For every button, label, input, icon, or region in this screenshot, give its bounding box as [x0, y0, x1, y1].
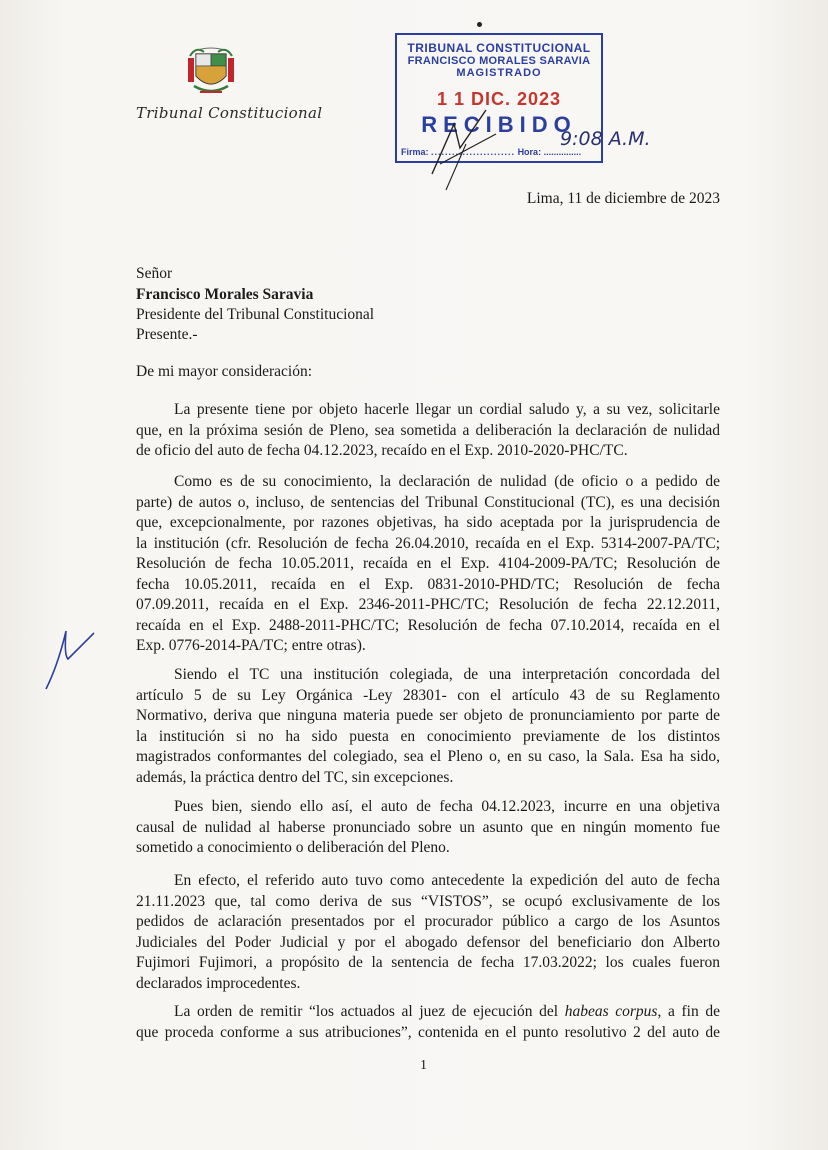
paragraph-line: pedidos de aclaración presentados por el procurador público a cargo de los Asuntos: [136, 913, 720, 930]
paragraph-line: sometido a conocimiento o deliberación del Pleno.: [136, 839, 450, 856]
paragraph-3: [136, 665, 720, 788]
institution-name: Tribunal Constitucional: [136, 104, 323, 122]
paragraph-line: En efecto, el referido auto tuvo como antecedente la expedición del auto de fecha: [174, 872, 720, 889]
paragraph-2: [136, 472, 720, 657]
paragraph-5: [136, 871, 720, 994]
stamp-line-institution: TRIBUNAL CONSTITUCIONAL: [407, 41, 591, 55]
stamp-line-title: MAGISTRADO: [456, 67, 542, 79]
paragraph-line: Pues bien, siendo ello así, el auto de fecha 04.12.2023, incurre en una objetiva: [174, 798, 720, 815]
paragraph-line: Exp. 0776-2014-PA/TC; entre otras).: [136, 637, 366, 654]
ink-dot: [477, 22, 482, 27]
paragraph-line: Siendo el TC una institución colegiada, de una interpretación concordada del: [174, 666, 720, 683]
paragraph-line: Como es de su conocimiento, la declaración de nulidad (de oficio o a pedido de: [174, 473, 720, 490]
paragraph-line: artículo 5 de su Ley Orgánica -Ley 28301- con el artículo 43 de su Reglamento: [136, 686, 720, 704]
paragraph-1: [136, 400, 720, 462]
coat-of-arms-logo-icon: [186, 42, 236, 100]
paragraph-line: Normativo, deriva que ninguna materia puede ser objeto de pronunciamiento por parte de: [136, 707, 720, 724]
recipient-title: Presidente del Tribunal Constitucional: [136, 306, 375, 323]
paragraph-line: Judiciales del Poder Judicial y por el abogado defensor del beneficiario don Alberto: [136, 933, 720, 951]
paragraph-line: La presente tiene por objeto hacerle llegar un cordial saludo y, a su vez, solicitarle: [174, 401, 720, 418]
paragraph-line: la institución si no ha sido puesta en conocimiento previamente de los distintos: [136, 727, 720, 745]
paragraph-line: que, excepcionalmente, por razones objetivas, ha sido aceptada por la jurisprudencia de: [136, 514, 720, 531]
page-number: 1: [420, 1058, 427, 1073]
stamp-firma-label: Firma:: [401, 147, 429, 157]
salutation: Señor: [136, 265, 173, 282]
paragraph-line: parte) de autos o, incluso, de sentencias del Tribunal Constitucional (TC), es una decisión: [136, 493, 720, 511]
paragraph-6: [136, 1002, 720, 1043]
greeting: De mi mayor consideración:: [136, 363, 313, 380]
paragraph-line: declarados improcedentes.: [136, 974, 301, 992]
paragraph-line: además, la práctica dentro del TC, sin excepciones.: [136, 768, 454, 786]
paragraph-line: de oficio del auto de fecha 04.12.2023, recaído en el Exp. 2010-2020-PHC/TC.: [136, 442, 628, 459]
paragraph-line: magistrados conformantes del colegiado, sea el Pleno o, en su caso, la Sala. Esa ha sido,: [136, 748, 720, 765]
last-paragraph-part-a: La orden de remitir “los actuados al juez de ejecución del: [174, 1003, 565, 1020]
stamp-signature-row: Firma: ........................ Hora: ...............: [401, 147, 582, 157]
last-paragraph-part-c: , a fin de: [657, 1003, 721, 1020]
paragraph-line: causal de nulidad al haberse pronunciado sobre un asunto que en ningún momento fue: [136, 818, 720, 836]
paragraph-line: recaída en el Exp. 2488-2011-PHC/TC; Resolución de fecha 07.10.2014, recaída en el: [136, 616, 720, 634]
place-date: Lima, 11 de diciembre de 2023: [526, 190, 720, 207]
paragraph-line: 21.11.2023 que, tal como deriva de sus “VISTOS”, se ocupó exclusivamente de los: [136, 892, 720, 910]
paragraph-4: [136, 797, 720, 859]
paragraph-line: 07.09.2011, recaída en el Exp. 2346-2011-PHC/TC; Resolución de fecha 22.12.2011,: [136, 596, 720, 613]
stamp-signature-icon: [426, 104, 506, 194]
recipient-presente: Presente.-: [136, 326, 198, 343]
paragraph-line: que, en la próxima sesión de Pleno, sea sometida a deliberación la declaración de nulidad: [136, 421, 720, 439]
margin-initial-icon: [40, 625, 100, 695]
paragraph-line: la institución (cfr. Resolución de fecha 26.04.2010, recaída en el Exp. 5314-2007-PA/TC;: [136, 534, 720, 552]
recipient-name: Francisco Morales Saravia: [136, 286, 314, 303]
paragraph-line: que proceda conforme a sus atribuciones”, contenida en el punto resolutivo 2 del auto de: [136, 1023, 720, 1041]
handwritten-time: 9:08 A.M.: [560, 128, 651, 150]
stamp-hora-label: Hora:: [517, 147, 542, 157]
last-paragraph-habeas-corpus: habeas corpus: [564, 1003, 658, 1020]
stamp-received: RECIBIDO: [421, 112, 577, 137]
paragraph-line: Resolución de fecha 10.05.2011, recaída en el Exp. 4104-2009-PA/TC; Resolución de: [136, 555, 720, 572]
paragraph-line: Fujimori Fujimori, a propósito de la sentencia de fecha 17.03.2022; los cuales fueron: [136, 954, 720, 971]
stamp-line-name: FRANCISCO MORALES SARAVIA: [407, 55, 591, 67]
paragraph-line: [136, 1002, 720, 1023]
stamp-date: 1 1 DIC. 2023: [436, 89, 562, 109]
paragraph-line: fecha 10.05.2011, recaída en el Exp. 0831-2010-PHD/TC; Resolución de fecha: [136, 575, 720, 593]
